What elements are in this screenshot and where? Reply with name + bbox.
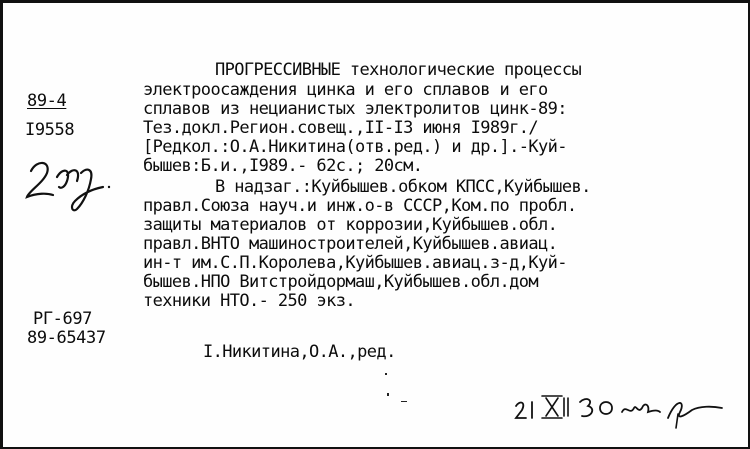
body-line: защиты материалов от коррозии,Куйбышев.обл. xyxy=(143,215,558,235)
body-line: правл.Союза науч.и инж.о-в СССР,Ком.по пробл. xyxy=(143,196,577,216)
speck xyxy=(387,393,389,396)
call-code-top: 89-4 xyxy=(27,91,67,111)
body-line: техники НТО.- 250 экз. xyxy=(143,291,355,311)
rg-number: 89-65437 xyxy=(27,328,106,348)
speck xyxy=(385,373,387,375)
handwritten-mark xyxy=(17,153,117,213)
body-line: сплавов из нецианистых электролитов цинк-89: xyxy=(143,99,567,119)
body-line: В надзаг.:Куйбышев.обком КПСС,Куйбышев. xyxy=(215,177,591,197)
index-entry: I.Никитина,О.А.,ред. xyxy=(203,342,396,362)
body-line: ПРОГРЕССИВНЫЕ технологические процессы xyxy=(215,60,582,80)
body-line: бышев.НПО Витстройдормаш,Куйбышев.обл.дом xyxy=(143,272,539,292)
body-line: правл.ВНТО машиностроителей,Куйбышев.авиац. xyxy=(143,234,558,254)
handwritten-note xyxy=(508,388,728,438)
body-line: [Редкол.:О.А.Никитина(отв.ред.) и др.].-Куй- xyxy=(143,137,567,157)
call-number: I9558 xyxy=(25,120,75,140)
rg-code: РГ-697 xyxy=(33,309,93,329)
body-line: Тез.докл.Регион.совещ.,II-I3 июня I989г./ xyxy=(143,118,539,138)
body-line: ин-т им.С.П.Королева,Куйбышев.авиац.з-д,Куй- xyxy=(143,253,567,273)
body-line: бышев:Б.и.,I989.- 62с.; 20см. xyxy=(143,156,423,176)
body-line: электроосаждения цинка и его сплавов и его xyxy=(143,80,548,100)
speck xyxy=(401,401,407,402)
